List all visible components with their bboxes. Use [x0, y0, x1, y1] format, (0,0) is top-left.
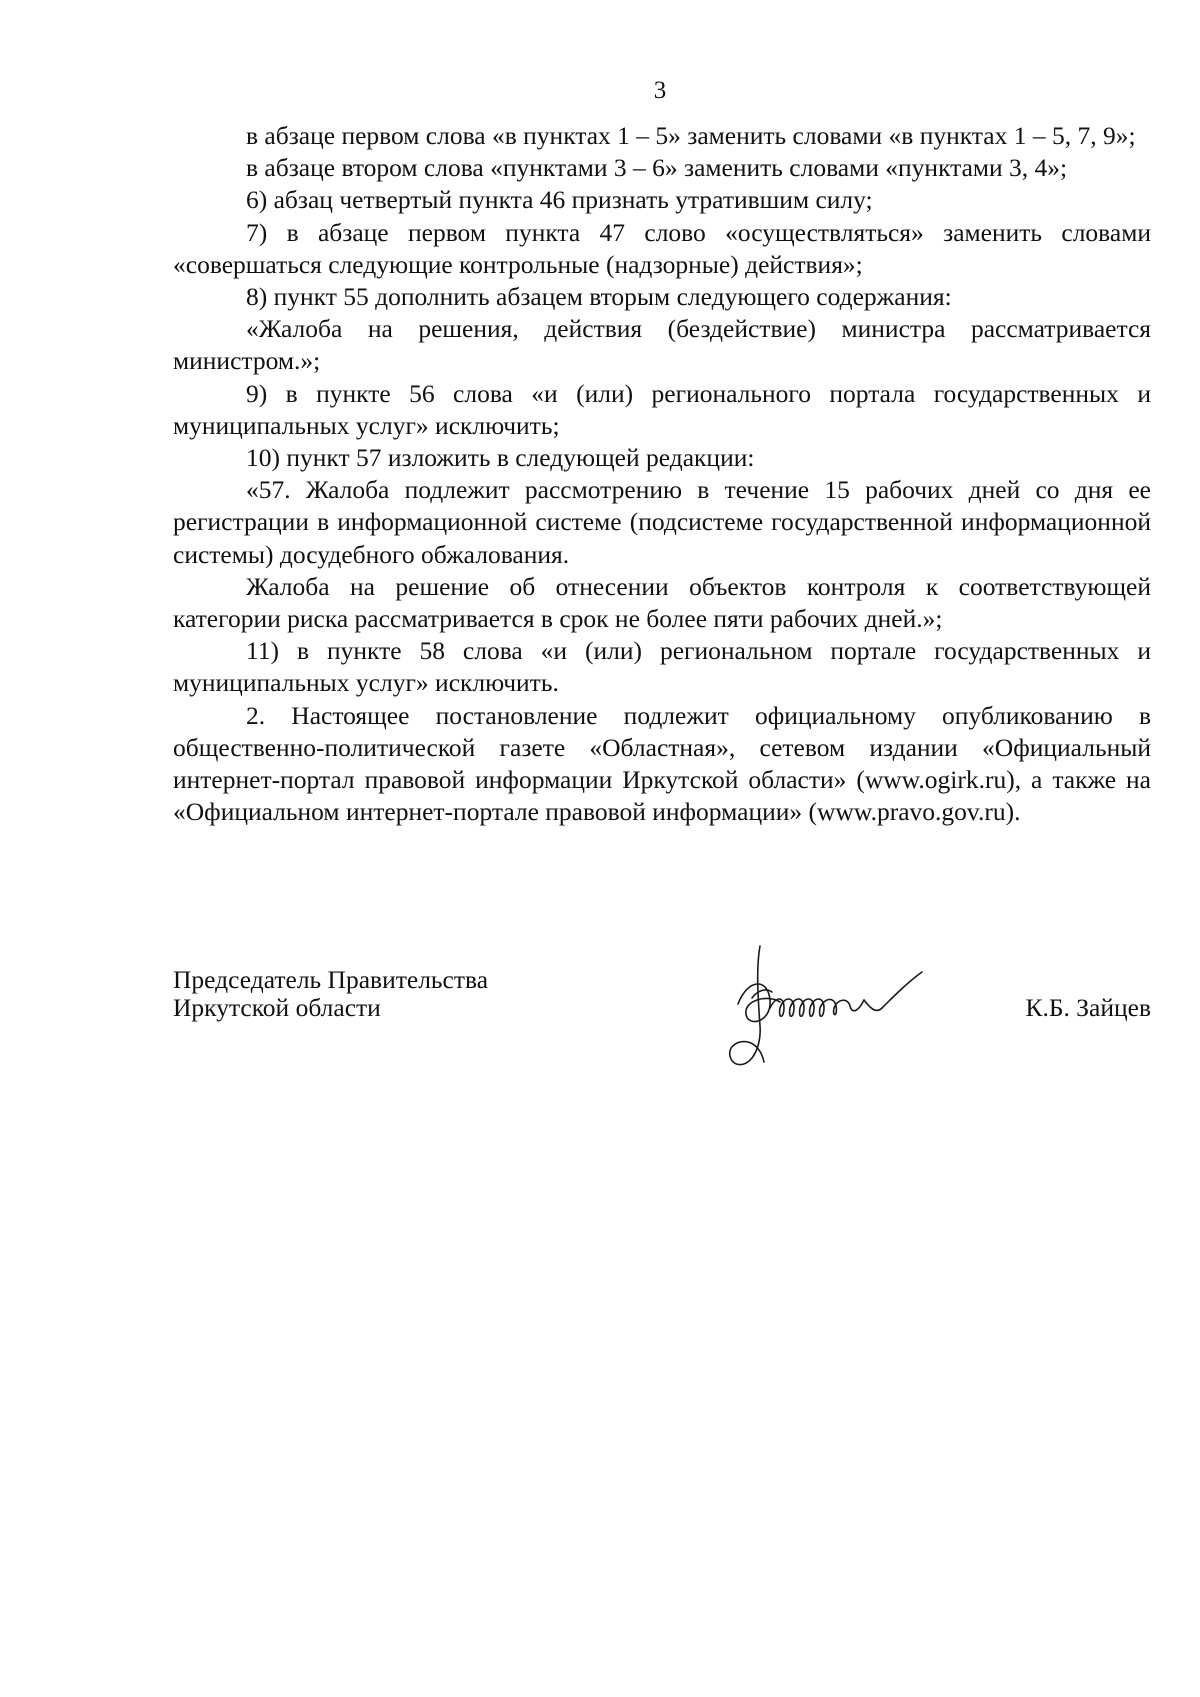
paragraph-9: «57. Жалоба подлежит рассмотрению в течение 15 рабочих дней со дня ее регистрации в информационной системе (подсистеме государственной информационной системы) досудебного обжалования. [173, 475, 1151, 569]
paragraph-7: 9) в пункте 56 слова «и (или) регионального портала государственных и муниципальных услуг» исключить; [173, 378, 1151, 440]
paragraph-10: Жалоба на решение об отнесении объектов контроля к соответствующей категории риска рассматривается в срок не более пяти рабочих дней.»; [173, 571, 1151, 634]
handwritten-signature [708, 938, 958, 1078]
paragraph-2: в абзаце втором слова «пунктами 3 – 6» заменить словами «пунктами 3, 4»; [246, 153, 1068, 183]
document-body [173, 120, 1151, 828]
signatory-title-line-1: Председатель Правительства [173, 965, 489, 994]
paragraph-12: 2. Настоящее постановление подлежит официальному опубликованию в общественно-политической газете «Областная», сетевом издании «Официальный интернет-портал правовой информации Иркутской области» (www.ogirk.ru), а также на «Официальном интернет-портале правовой информации» (www.pravo.gov.ru). [173, 700, 1151, 827]
signatory-title [173, 966, 488, 1022]
paragraph-3: 6) абзац четвертый пункта 46 признать утратившим силу; [246, 185, 873, 215]
paragraph-4: 7) в абзаце первом пункта 47 слово «осуществляться» заменить словами «совершаться следующие контрольные (надзорные) действия»; [173, 217, 1151, 279]
paragraph-8: 10) пункт 57 изложить в следующей редакции: [246, 443, 755, 473]
paragraph-1: в абзаце первом слова «в пунктах 1 – 5» заменить словами «в пунктах 1 – 5, 7, 9»; [246, 121, 1136, 150]
signatory-title-line-2: Иркутской области [173, 993, 381, 1022]
paragraph-11: 11) в пункте 58 слова «и (или) региональном портале государственных и муниципальных услуг» исключить. [173, 636, 1151, 698]
signatory-name: К.Б. Зайцев [1025, 993, 1151, 1022]
paragraph-5: 8) пункт 55 дополнить абзацем вторым следующего содержания: [246, 282, 952, 312]
signature-block [173, 966, 1151, 1106]
paragraph-6: «Жалоба на решения, действия (бездействие) министра рассматривается министром.»; [173, 314, 1151, 376]
page-number: 3 [653, 77, 667, 104]
